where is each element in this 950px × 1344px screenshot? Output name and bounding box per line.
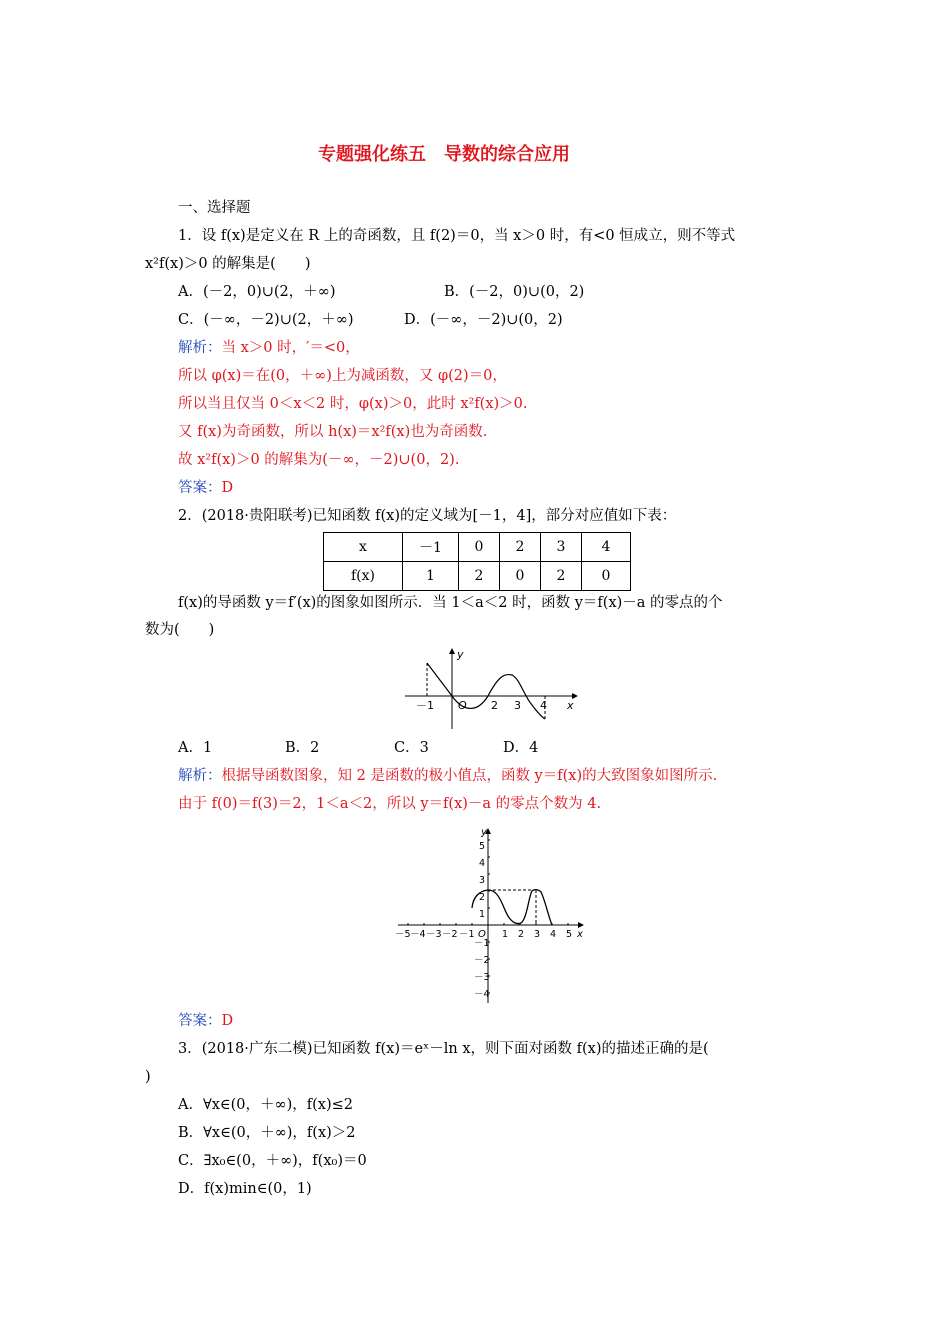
q1-answer-value: D	[221, 480, 234, 496]
q2-option-d: D．4	[503, 740, 539, 756]
q3-option-a: A．∀x∈(0，＋∞)，f(x)≤2	[178, 1097, 353, 1113]
table-cell: －1	[403, 533, 459, 562]
q2-solution-label: 解析：	[178, 768, 222, 784]
x-axis-label: x	[577, 929, 583, 940]
x-tick-label: －2	[442, 929, 458, 940]
q1-answer	[178, 478, 233, 498]
x-tick-label: 2	[518, 929, 525, 940]
page-title: 专题强化练五 导数的综合应用	[318, 144, 570, 165]
q1-answer-label: 答案：	[178, 480, 222, 496]
y-axis-label: y	[457, 648, 464, 661]
y-tick-label: 4	[479, 858, 486, 869]
y-tick-label: 5	[479, 841, 486, 852]
tick-label: 2	[491, 699, 498, 712]
q2-stem: 2．(2018·贵阳联考)已知函数 f(x)的定义域为[－1，4]，部分对应值如下表：	[178, 508, 677, 524]
x-tick-label: 3	[534, 929, 541, 940]
y-tick-label: －1	[474, 938, 490, 949]
derivative-curve	[427, 663, 545, 719]
q2-solution-line2: 由于 f(0)＝f(3)＝2，1＜a＜2，所以 y＝f(x)－a 的零点个数为 4.	[178, 796, 602, 812]
table-cell: 2	[541, 562, 582, 591]
y-tick-label: －4	[474, 989, 490, 1000]
q1-solution-line3: 所以当且仅当 0＜x＜2 时，φ(x)＞0，此时 x²f(x)＞0.	[178, 396, 528, 412]
table-cell: 4	[582, 533, 631, 562]
x-tick-label: －3	[426, 929, 442, 940]
q3-stem-line2: )	[145, 1069, 151, 1085]
derivative-graph	[400, 645, 580, 730]
q1-solution-label: 解析：	[178, 340, 222, 356]
y-axis-label: y	[481, 827, 487, 838]
table-cell: 0	[500, 562, 541, 591]
origin-label: O	[458, 699, 467, 712]
x-tick-label: 1	[502, 929, 509, 940]
y-tick-label: 1	[479, 909, 486, 920]
q2-stem-line3: 数为( )	[145, 622, 215, 638]
tick-label: －1	[416, 699, 434, 712]
table-row	[324, 562, 631, 591]
q2-option-a: A．1	[178, 740, 213, 756]
table-cell: 1	[403, 562, 459, 591]
q1-solution-line2: 所以 φ(x)＝在(0，＋∞)上为减函数，又 φ(2)＝0，	[178, 368, 507, 384]
q3-option-b: B．∀x∈(0，＋∞)，f(x)＞2	[178, 1125, 356, 1141]
q1-solution-line1	[178, 338, 360, 358]
y-tick-label: 2	[479, 892, 486, 903]
x-axis-arrow	[578, 922, 584, 928]
q3-option-c: C．∃x₀∈(0，＋∞)，f(x₀)＝0	[178, 1153, 367, 1169]
q2-solution-line1	[178, 766, 717, 786]
y-axis-arrow	[449, 648, 455, 654]
table-cell: f(x)	[324, 562, 403, 591]
q1-stem-line2: x²f(x)＞0 的解集是( )	[145, 256, 311, 272]
q2-stem-line2: f(x)的导函数 y＝f′(x)的图象如图所示．当 1＜a＜2 时，函数 y＝f(x)－a 的零点的个	[178, 595, 723, 611]
q2-value-table	[323, 532, 631, 591]
x-tick-label: 5	[566, 929, 573, 940]
q1-option-d: D．(－∞，－2)∪(0，2)	[404, 312, 563, 328]
x-tick-label: －1	[459, 929, 475, 940]
q3-stem-line1: 3．(2018·广东二模)已知函数 f(x)＝eˣ－ln x，则下面对函数 f(x)的描述正确的是(	[178, 1041, 709, 1057]
table-cell: 0	[459, 533, 500, 562]
x-tick-label: 4	[550, 929, 557, 940]
q1-option-b: B．(－2，0)∪(0，2)	[444, 284, 585, 300]
table-cell: x	[324, 533, 403, 562]
function-graph	[395, 825, 590, 1005]
q2-option-c: C．3	[394, 740, 429, 756]
q1-option-a: A．(－2，0)∪(2，＋∞)	[178, 284, 336, 300]
table-cell: 3	[541, 533, 582, 562]
q1-solution-text1: 当 x＞0 时，′＝<0，	[221, 340, 360, 356]
q1-stem-line1: 1．设 f(x)是定义在 R 上的奇函数，且 f(2)＝0，当 x＞0 时，有<0 恒成立，则不等式	[178, 228, 736, 244]
x-tick-label: －5	[395, 929, 411, 940]
tick-label: 3	[514, 699, 521, 712]
q1-solution-line4: 又 f(x)为奇函数，所以 h(x)＝x²f(x)也为奇函数.	[178, 424, 488, 440]
q2-option-b: B．2	[285, 740, 320, 756]
x-tick-label: －4	[410, 929, 426, 940]
tick-label: 4	[540, 699, 547, 712]
q1-option-c: C．(－∞，－2)∪(2，＋∞)	[178, 312, 354, 328]
q2-solution-text1: 根据导函数图象，知 2 是函数的极小值点，函数 y＝f(x)的大致图象如图所示.	[221, 768, 718, 784]
q2-answer-value: D	[221, 1013, 234, 1029]
y-tick-label: －2	[474, 955, 490, 966]
y-tick-label: －3	[474, 972, 490, 983]
section-heading: 一、选择题	[178, 200, 251, 216]
y-tick-label: 3	[479, 875, 486, 886]
q3-option-d: D．f(x)min∈(0，1)	[178, 1181, 312, 1197]
q2-answer	[178, 1011, 233, 1031]
x-axis-label: x	[567, 699, 574, 712]
table-cell: 0	[582, 562, 631, 591]
table-row	[324, 533, 631, 562]
q1-solution-line5: 故 x²f(x)＞0 的解集为(－∞，－2)∪(0，2).	[178, 452, 460, 468]
q2-answer-label: 答案：	[178, 1013, 222, 1029]
origin-label: O	[478, 929, 486, 940]
table-cell: 2	[459, 562, 500, 591]
table-cell: 2	[500, 533, 541, 562]
